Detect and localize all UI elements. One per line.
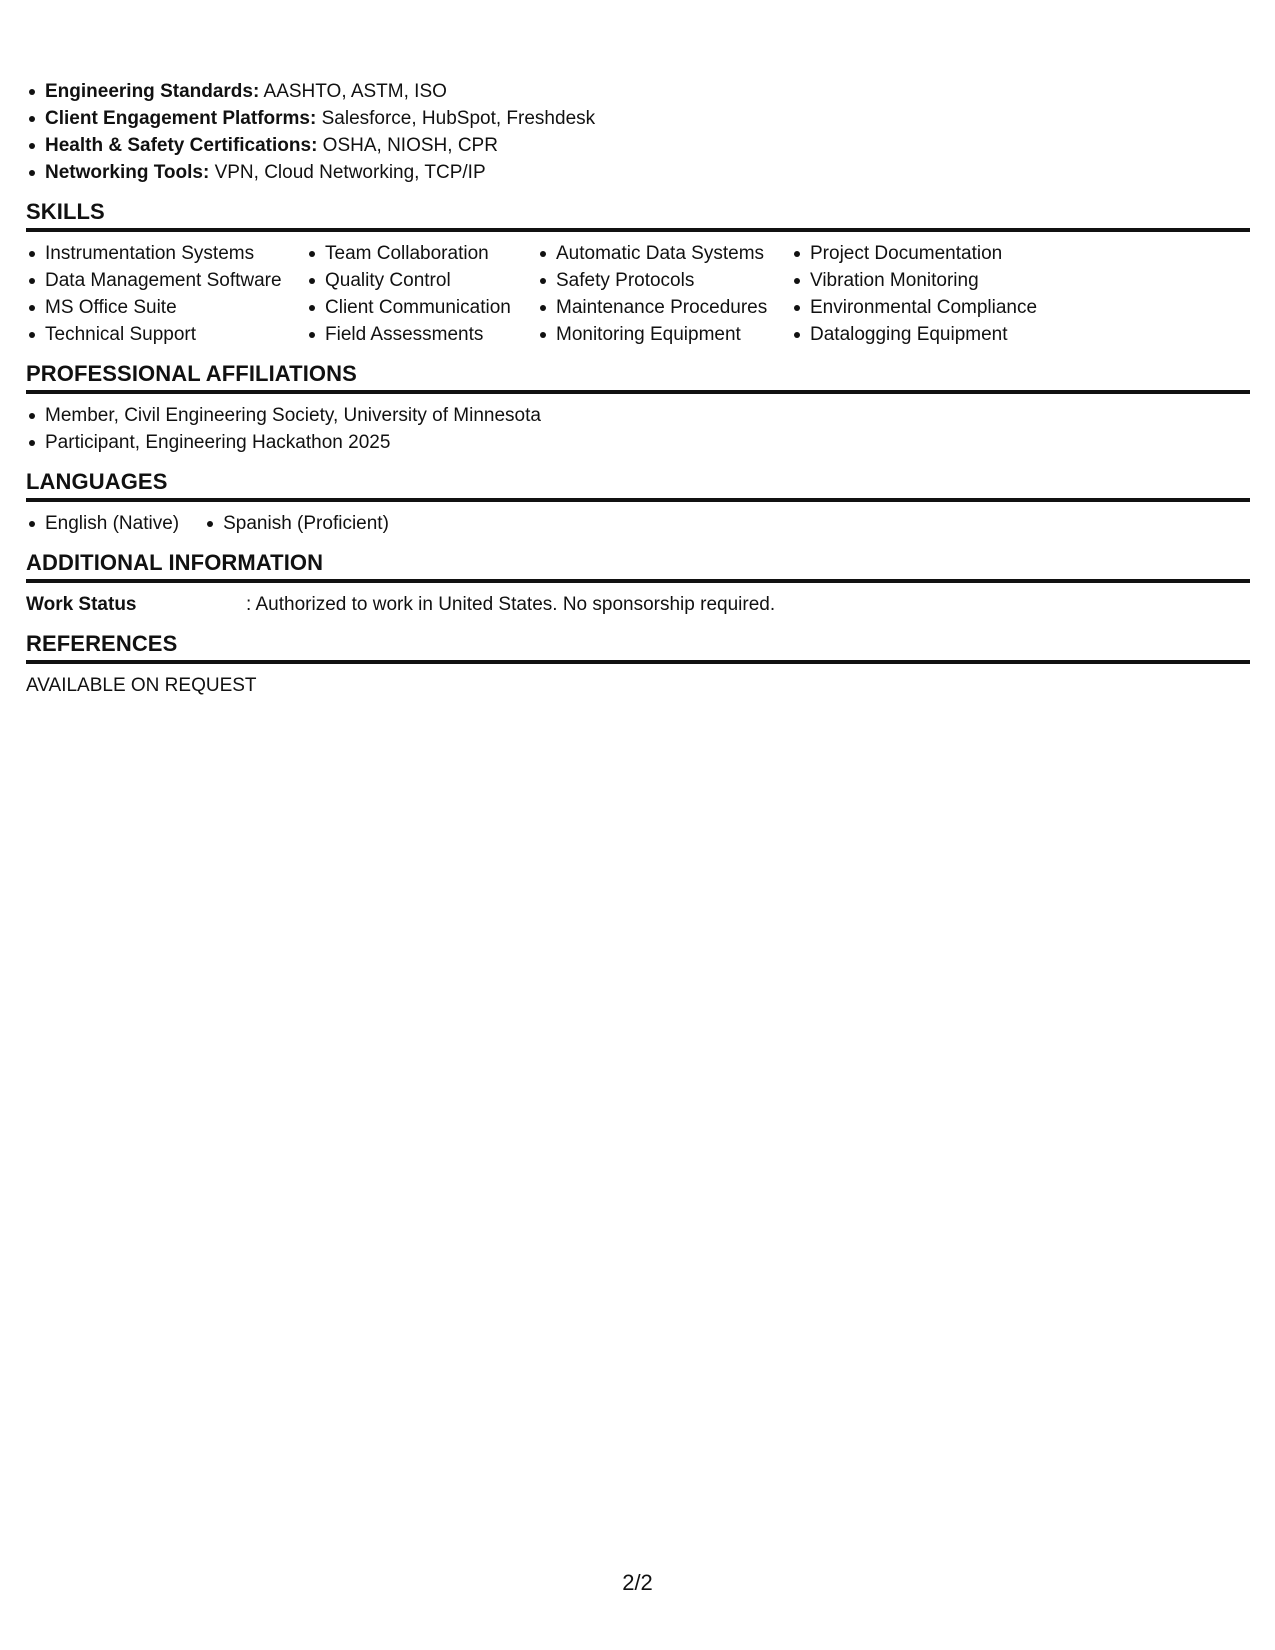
item-value: OSHA, NIOSH, CPR (317, 135, 498, 156)
section-title: REFERENCES (26, 630, 1250, 664)
language-item: English (Native) (26, 510, 179, 537)
skill-item: Client Communication (306, 294, 537, 321)
skill-item: Datalogging Equipment (791, 321, 1091, 348)
item-label: Health & Safety Certifications: (45, 135, 318, 156)
language-item: Spanish (Proficient) (204, 510, 389, 537)
skill-item: Environmental Compliance (791, 294, 1091, 321)
skill-item: Project Documentation (791, 240, 1091, 267)
skill-item: Technical Support (26, 321, 306, 348)
item-label: Client Engagement Platforms: (45, 108, 317, 129)
skill-item: Automatic Data Systems (537, 240, 791, 267)
list-item (26, 159, 1250, 186)
item-label: Networking Tools: (45, 162, 210, 183)
skills-grid (26, 240, 1250, 348)
list-item (26, 132, 1250, 159)
work-status-label: Work Status (26, 594, 137, 615)
item-value: VPN, Cloud Networking, TCP/IP (209, 162, 486, 183)
affiliation-item: Participant, Engineering Hackathon 2025 (26, 429, 1250, 456)
affiliation-item: Member, Civil Engineering Society, University of Minnesota (26, 402, 1250, 429)
skills-column (306, 240, 537, 348)
list-item (26, 78, 1250, 105)
skill-item: Team Collaboration (306, 240, 537, 267)
skills-column (791, 240, 1091, 348)
skill-item: Data Management Software (26, 267, 306, 294)
item-value: Salesforce, HubSpot, Freshdesk (316, 108, 596, 129)
section-title: LANGUAGES (26, 468, 1250, 502)
section-title: SKILLS (26, 198, 1250, 232)
skill-item: Maintenance Procedures (537, 294, 791, 321)
item-value: AASHTO, ASTM, ISO (259, 81, 447, 102)
work-status-row (26, 591, 1250, 618)
languages-list (26, 510, 1250, 537)
skill-item: Instrumentation Systems (26, 240, 306, 267)
resume-page (26, 78, 1250, 699)
item-label: Engineering Standards: (45, 81, 260, 102)
languages-section (26, 468, 1250, 537)
skill-item: Field Assessments (306, 321, 537, 348)
tools-list (26, 78, 1250, 186)
section-title: ADDITIONAL INFORMATION (26, 549, 1250, 583)
affiliations-section (26, 360, 1250, 456)
skills-column (537, 240, 791, 348)
additional-info-section (26, 549, 1250, 618)
skill-item: Monitoring Equipment (537, 321, 791, 348)
skill-item: Safety Protocols (537, 267, 791, 294)
references-text: AVAILABLE ON REQUEST (26, 675, 257, 696)
page-number: 2/2 (622, 1570, 653, 1595)
section-title: PROFESSIONAL AFFILIATIONS (26, 360, 1250, 394)
affiliations-list (26, 402, 1250, 456)
skill-item: MS Office Suite (26, 294, 306, 321)
skill-item: Vibration Monitoring (791, 267, 1091, 294)
list-item (26, 105, 1250, 132)
references-section (26, 630, 1250, 699)
work-status-value: : Authorized to work in United States. No sponsorship required. (246, 594, 776, 615)
skills-column (26, 240, 306, 348)
skill-item: Quality Control (306, 267, 537, 294)
skills-section (26, 198, 1250, 348)
